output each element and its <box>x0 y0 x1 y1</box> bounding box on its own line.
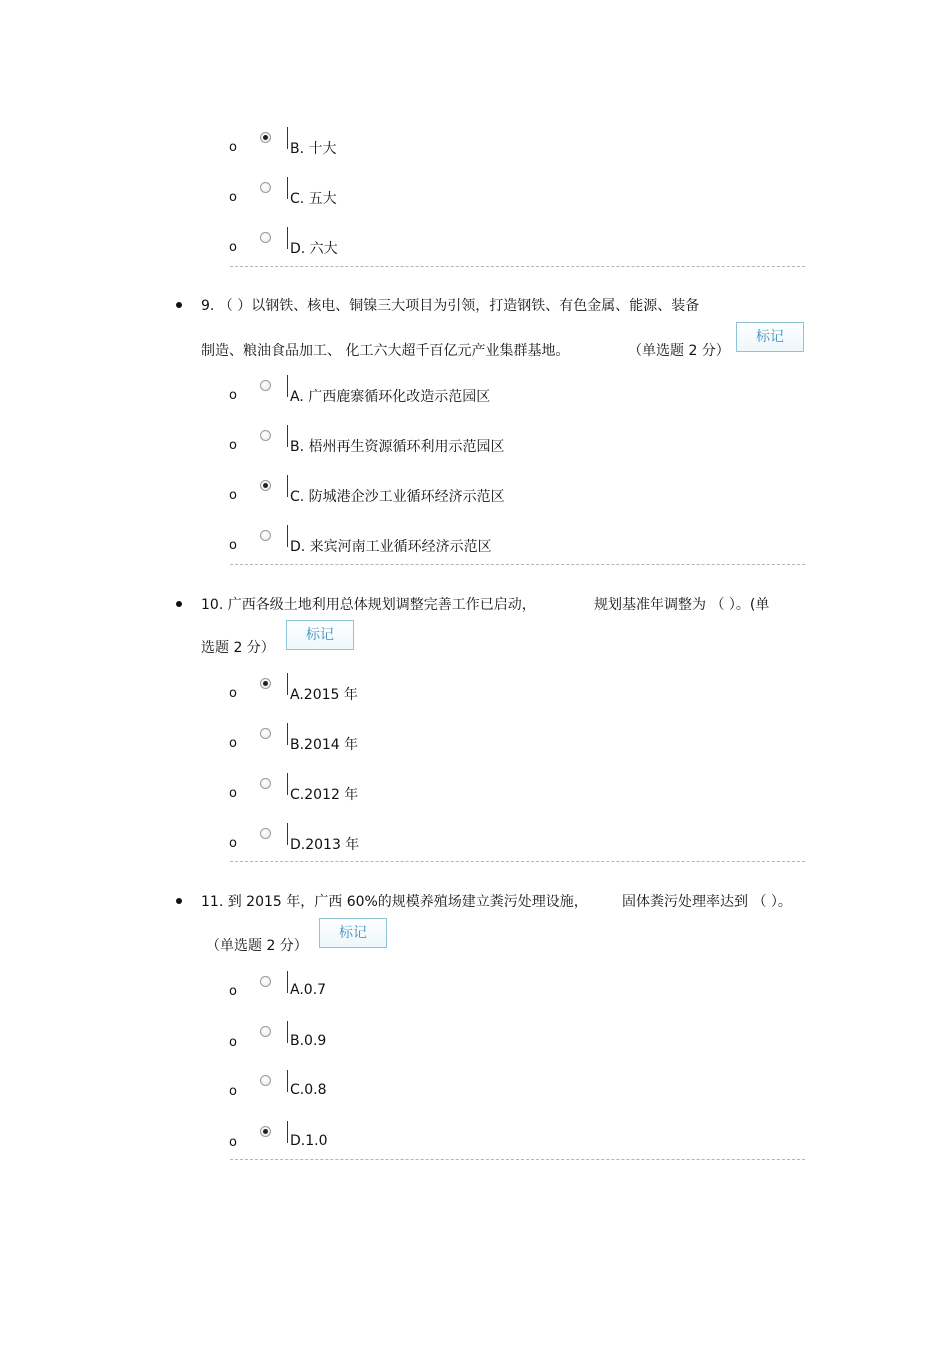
radio-q11-b[interactable] <box>260 1026 271 1037</box>
option-label-q10-a: A.2015 年 <box>290 687 358 703</box>
option-divider <box>287 823 288 845</box>
option-label-q10-b: B.2014 年 <box>290 737 359 753</box>
list-marker: o <box>229 538 237 553</box>
radio-q8-c[interactable] <box>260 182 271 193</box>
list-marker: o <box>229 1135 237 1150</box>
question-11-text-line1b: 固体粪污处理率达到 （ ）。 <box>622 894 792 910</box>
question-bullet <box>176 302 182 308</box>
option-divider <box>287 971 288 993</box>
list-marker: o <box>229 786 237 801</box>
question-divider <box>230 861 805 862</box>
option-label-q11-a: A.0.7 <box>290 982 327 998</box>
radio-q9-d[interactable] <box>260 530 271 541</box>
option-divider <box>287 525 288 547</box>
option-divider <box>287 1070 288 1092</box>
list-marker: o <box>229 736 237 751</box>
option-label-q10-d: D.2013 年 <box>290 837 360 853</box>
list-marker: o <box>229 836 237 851</box>
option-divider <box>287 1021 288 1043</box>
radio-q9-b[interactable] <box>260 430 271 441</box>
list-marker: o <box>229 388 237 403</box>
mark-button-q11[interactable]: 标记 <box>319 918 387 948</box>
list-marker: o <box>229 240 237 255</box>
option-label-q11-b: B.0.9 <box>290 1033 327 1049</box>
radio-q10-b[interactable] <box>260 728 271 739</box>
option-label-q11-c: C.0.8 <box>290 1082 327 1098</box>
question-divider <box>230 266 805 267</box>
question-bullet <box>176 898 182 904</box>
question-bullet <box>176 601 182 607</box>
radio-q10-a[interactable] <box>260 678 271 689</box>
radio-q9-c[interactable] <box>260 480 271 491</box>
radio-q11-c[interactable] <box>260 1075 271 1086</box>
radio-q11-a[interactable] <box>260 976 271 987</box>
question-divider <box>230 564 805 565</box>
radio-q9-a[interactable] <box>260 380 271 391</box>
radio-q8-d[interactable] <box>260 232 271 243</box>
option-divider <box>287 127 288 149</box>
list-marker: o <box>229 686 237 701</box>
question-11-text-line1a: 11. 到 2015 年，广西 60%的规模养殖场建立粪污处理设施， <box>201 894 588 910</box>
option-label-q9-a: A. 广西鹿寨循环化改造示范园区 <box>290 389 491 405</box>
option-divider <box>287 673 288 695</box>
list-marker: o <box>229 1084 237 1099</box>
question-11-text-line2: （单选题 2 分） <box>206 938 308 954</box>
list-marker: o <box>229 438 237 453</box>
question-10-text-line1b: 规划基准年调整为 （ ）。(单 <box>594 597 770 613</box>
option-divider <box>287 773 288 795</box>
option-divider <box>287 1121 288 1143</box>
option-divider <box>287 177 288 199</box>
question-9-meta: （单选题 2 分） <box>628 343 730 359</box>
radio-q8-b[interactable] <box>260 132 271 143</box>
list-marker: o <box>229 140 237 155</box>
option-label-q9-c: C. 防城港企沙工业循环经济示范区 <box>290 489 505 505</box>
question-10-text-line1a: 10. 广西各级土地利用总体规划调整完善工作已启动， <box>201 597 536 613</box>
radio-q10-d[interactable] <box>260 828 271 839</box>
option-label-q11-d: D.1.0 <box>290 1133 328 1149</box>
radio-q11-d[interactable] <box>260 1126 271 1137</box>
option-label-q8-b: B. 十大 <box>290 141 337 157</box>
question-10-text-line2: 选题 2 分） <box>201 640 275 656</box>
question-9-text-line2: 制造、粮油食品加工、 化工六大超千百亿元产业集群基地。 <box>201 343 570 359</box>
option-label-q8-c: C. 五大 <box>290 191 337 207</box>
question-divider <box>230 1159 805 1160</box>
list-marker: o <box>229 190 237 205</box>
option-divider <box>287 475 288 497</box>
list-marker: o <box>229 1035 237 1050</box>
option-divider <box>287 375 288 397</box>
option-label-q10-c: C.2012 年 <box>290 787 359 803</box>
question-9-text-line1: 9. （ ）以钢铁、核电、铜镍三大项目为引领，打造钢铁、有色金属、能源、装备 <box>201 298 700 314</box>
option-divider <box>287 723 288 745</box>
option-label-q9-d: D. 来宾河南工业循环经济示范区 <box>290 539 492 555</box>
radio-q10-c[interactable] <box>260 778 271 789</box>
option-label-q8-d: D. 六大 <box>290 241 338 257</box>
list-marker: o <box>229 488 237 503</box>
option-label-q9-b: B. 梧州再生资源循环利用示范园区 <box>290 439 505 455</box>
mark-button-q9[interactable]: 标记 <box>736 322 804 352</box>
mark-button-q10[interactable]: 标记 <box>286 620 354 650</box>
option-divider <box>287 425 288 447</box>
option-divider <box>287 227 288 249</box>
list-marker: o <box>229 984 237 999</box>
